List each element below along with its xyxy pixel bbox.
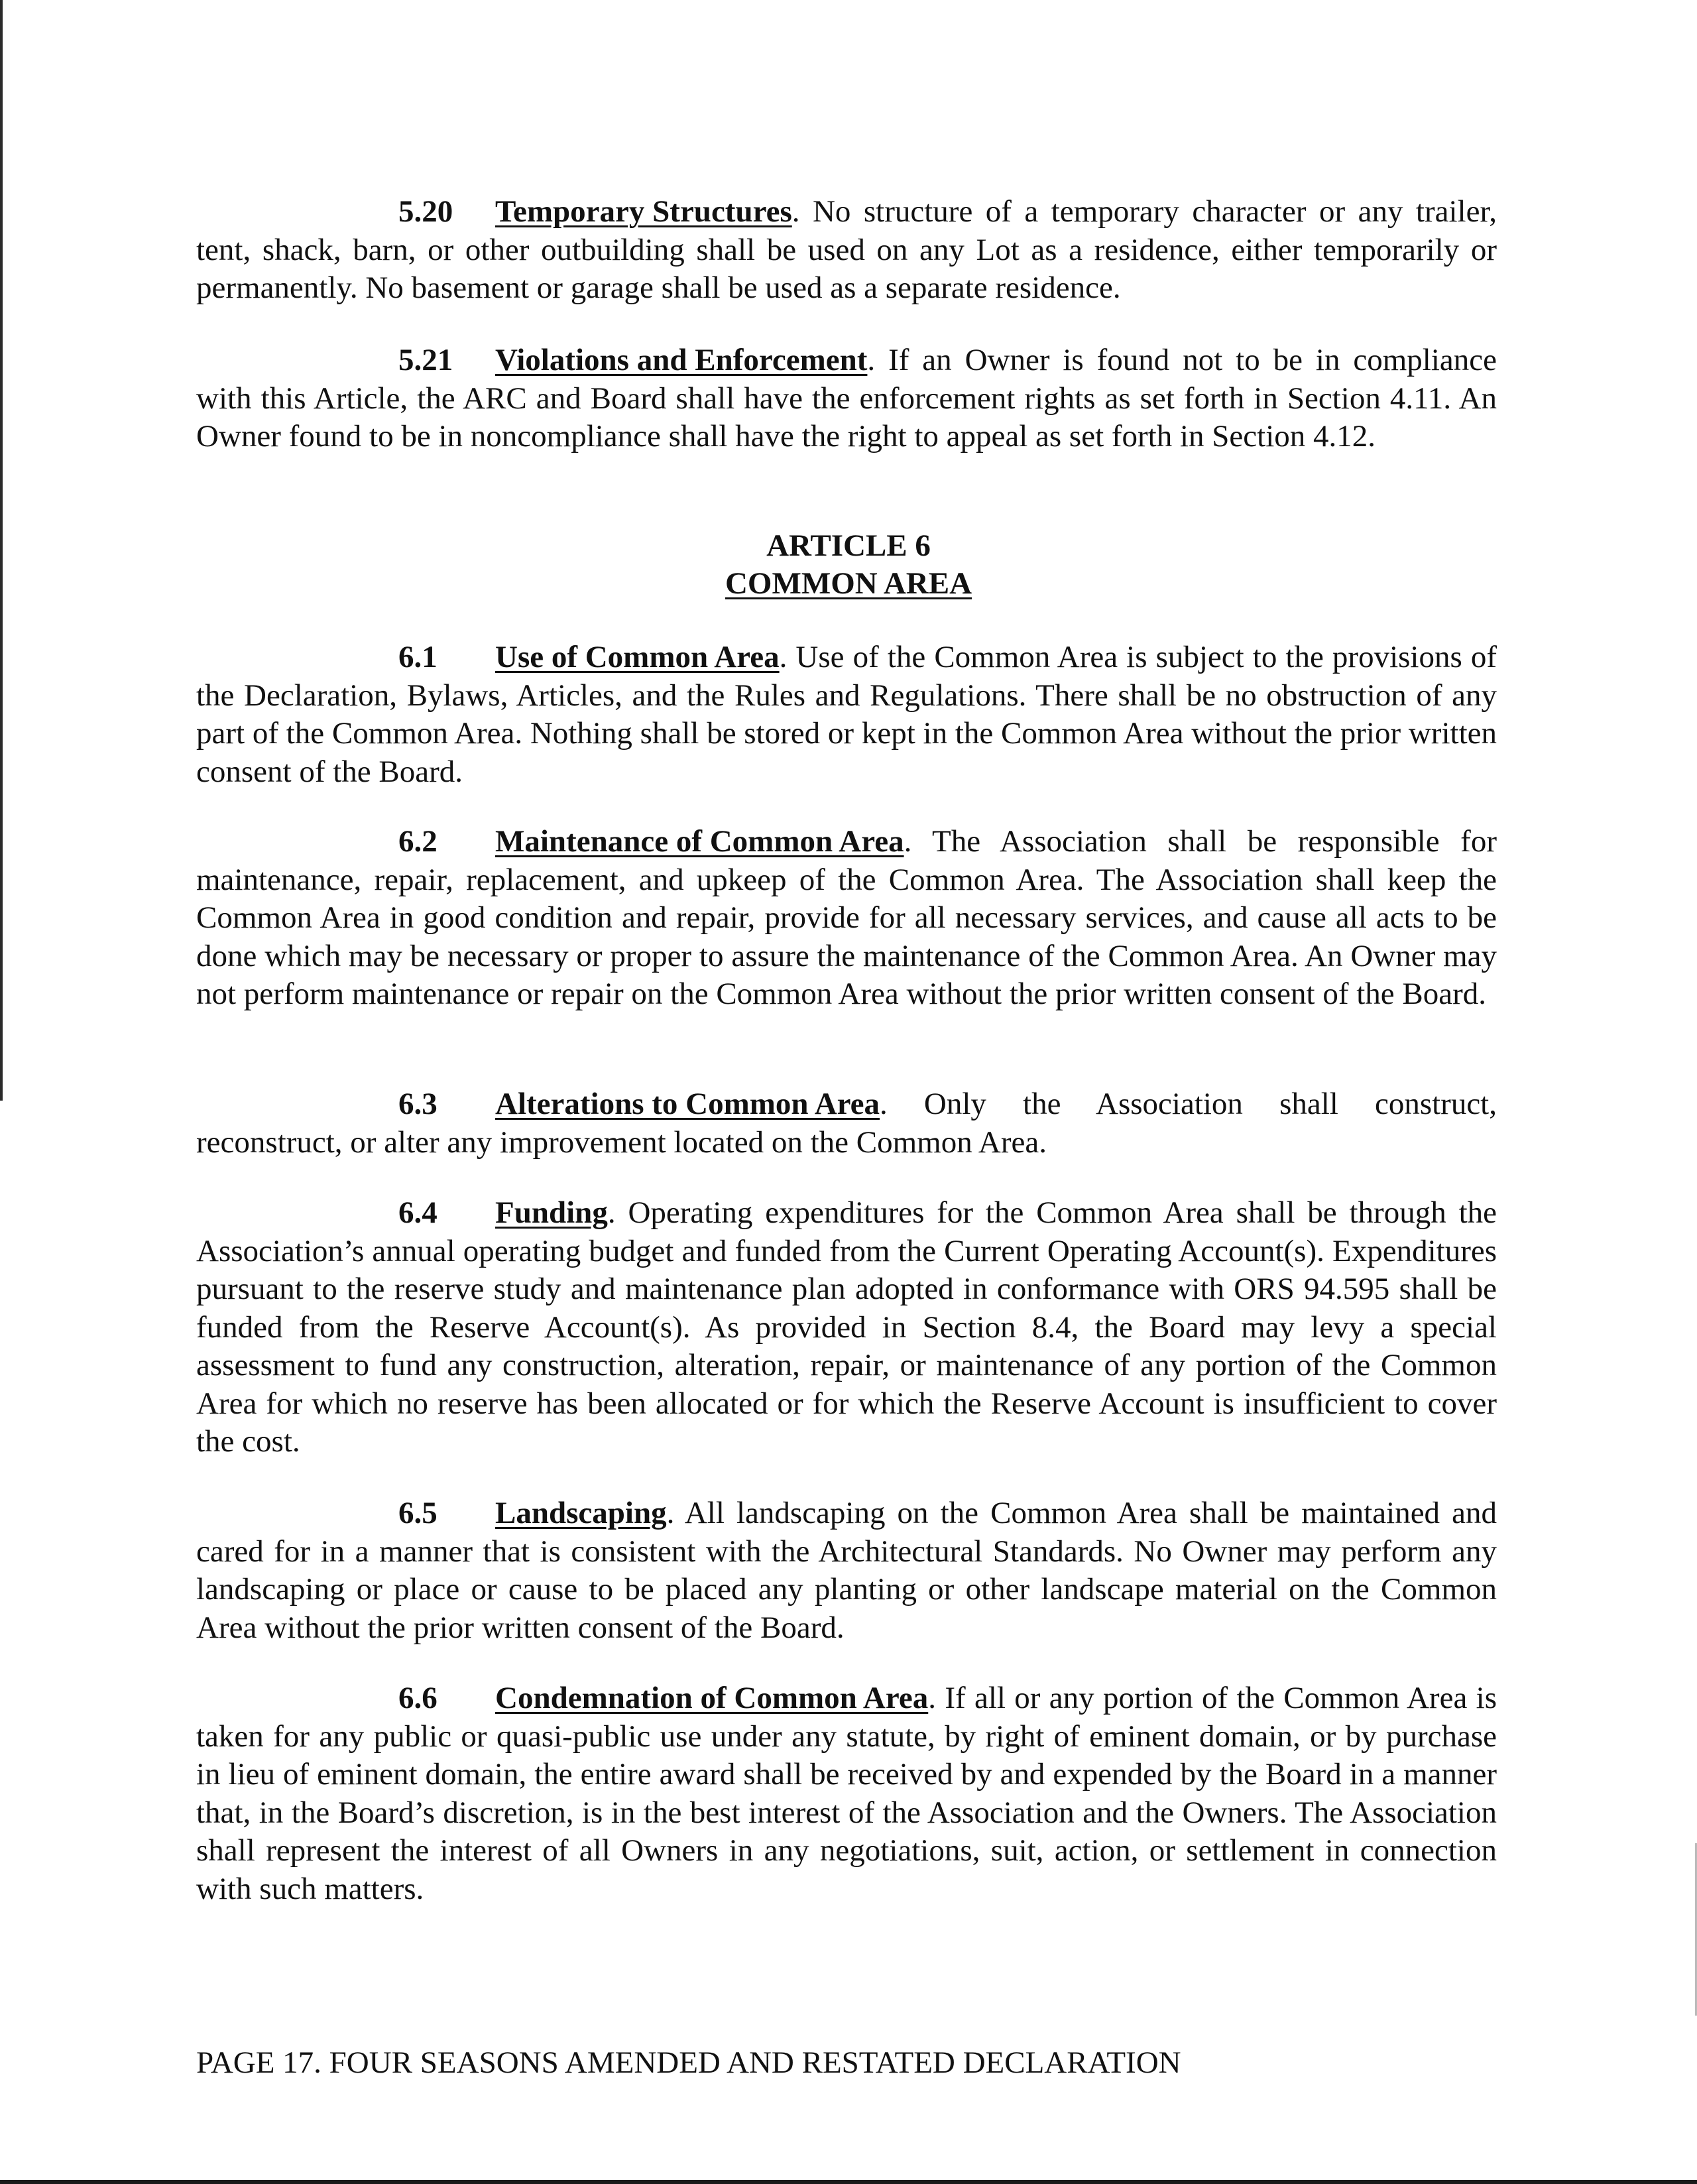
section-heading <box>398 1085 880 1124</box>
section-text: . All landscaping on the Common Area shall be maintained and cared for in a manner that is consistent with the Architectural Standards. No Owner may perform any landscaping or place or cause to be placed any planting or other landscape material on the Common Area without the prior written consent of the Board. <box>196 1496 1497 1645</box>
section-number: 5.21 <box>398 343 453 377</box>
section-title: Maintenance of Common Area <box>495 824 904 859</box>
article-title: COMMON AREA <box>725 566 972 601</box>
section-6-4 <box>196 1194 1497 1461</box>
section-text: . Use of the Common Area is subject to the provisions of the Declaration, Bylaws, Articles, and the Rules and Regulations. There shall be no obstruction of any part of the Common Area. Nothing shall be stored or kept in the Common Area without the prior written consent of the Board. <box>196 640 1497 789</box>
section-text: . If an Owner is found not to be in compliance with this Article, the ARC and Board shall have the enforcement rights as set forth in Section 4.11. An Owner found to be in noncompliance shall have the right to appeal as set forth in Section 4.12. <box>196 343 1497 454</box>
section-number: 6.3 <box>398 1087 438 1121</box>
section-heading <box>398 1679 928 1718</box>
section-title: Violations and Enforcement <box>495 343 868 377</box>
section-5-20 <box>196 193 1497 308</box>
section-6-2 <box>196 823 1497 1014</box>
article-number: ARTICLE 6 <box>766 528 931 563</box>
section-heading <box>398 1494 667 1533</box>
section-title: Condemnation of Common Area <box>495 1681 929 1715</box>
section-number: 6.5 <box>398 1496 438 1530</box>
section-text: . Operating expenditures for the Common Area shall be through the Association’s annual operating budget and funded from the Current Operating Account(s). Expenditures pursuant to the reserve study and maintenance plan adopted in conformance with ORS 94.595 shall be funded from the Reserve Account(s). As provided in Section 8.4, the Board may levy a special assessment to fund any construction, alteration, repair, or maintenance of any portion of the Common Area for which no reserve has been allocated or for which the Reserve Account is insufficient to cover the cost. <box>196 1195 1497 1459</box>
scan-bottom-edge <box>0 2180 1697 2184</box>
section-number: 6.4 <box>398 1195 438 1230</box>
section-number: 5.20 <box>398 194 453 229</box>
section-text: . Only the Association shall construct, reconstruct, or alter any improvement located on the Common Area. <box>196 1087 1497 1160</box>
section-heading <box>398 638 780 677</box>
section-6-5 <box>196 1494 1497 1647</box>
section-heading <box>398 193 792 231</box>
section-5-21 <box>196 341 1497 456</box>
section-title: Landscaping <box>495 1496 667 1530</box>
section-title: Temporary Structures <box>495 194 792 229</box>
page-footer: PAGE 17. FOUR SEASONS AMENDED AND RESTATED DECLARATION <box>196 2045 1181 2080</box>
section-heading <box>398 341 867 380</box>
section-6-6 <box>196 1679 1497 1908</box>
section-title: Funding <box>495 1195 608 1230</box>
section-6-1 <box>196 638 1497 791</box>
section-title: Use of Common Area <box>495 640 780 674</box>
section-number: 6.2 <box>398 824 438 859</box>
section-text: . If all or any portion of the Common Area is taken for any public or quasi-public use under any statute, by right of eminent domain, or by purchase in lieu of eminent domain, the entire award shall be received by and expended by the Board in a manner that, in the Board’s discretion, is in the best interest of the Association and the Owners. The Association shall represent the interest of all Owners in any negotiations, suit, action, or settlement in connection with such matters. <box>196 1681 1497 1906</box>
section-text: . The Association shall be responsible for maintenance, repair, replacement, and upkeep of the Common Area. The Association shall keep the Common Area in good condition and repair, provide for all necessary services, and cause all acts to be done which may be necessary or proper to assure the maintenance of the Common Area. An Owner may not perform maintenance or repair on the Common Area without the prior written consent of the Board. <box>196 824 1497 1011</box>
section-heading <box>398 823 904 861</box>
section-heading <box>398 1194 608 1233</box>
section-6-3 <box>196 1085 1497 1162</box>
section-text: . No structure of a temporary character or any trailer, tent, shack, barn, or other outbuilding shall be used on any Lot as a residence, either temporarily or permanently. No basement or garage shall be used as a separate residence. <box>196 194 1497 305</box>
section-number: 6.6 <box>398 1681 438 1715</box>
section-title: Alterations to Common Area <box>495 1087 880 1121</box>
section-number: 6.1 <box>398 640 438 674</box>
article-heading <box>0 527 1697 603</box>
